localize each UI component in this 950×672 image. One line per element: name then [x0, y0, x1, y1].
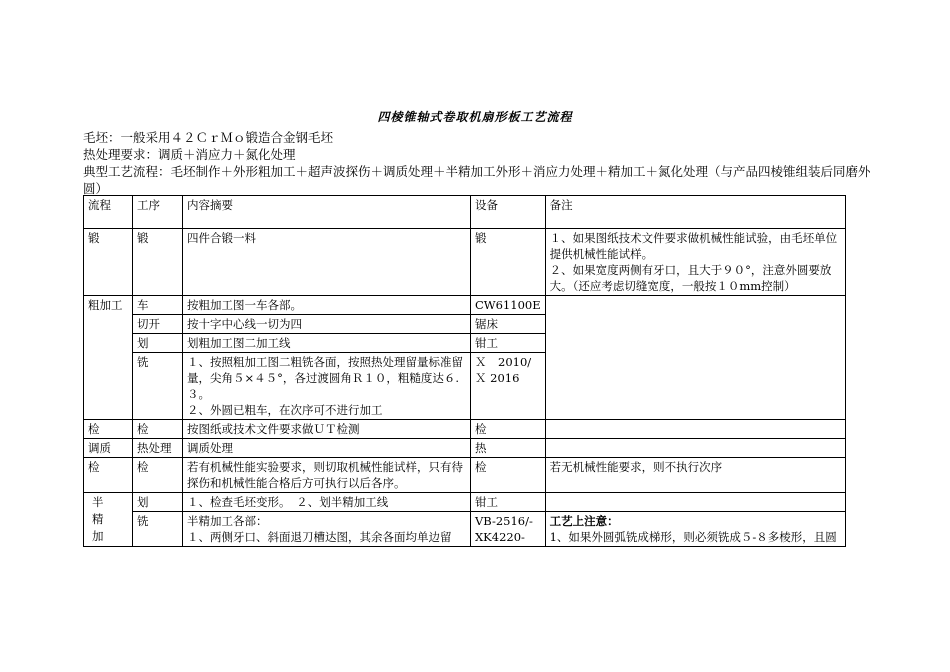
equipment-cell: 钳工	[471, 334, 546, 353]
content-cell	[183, 353, 471, 420]
blank-material-line: 毛坯：一般采用４２ＣｒＭｏ锻造合金钢毛坯	[83, 130, 334, 145]
step-cell: 车	[133, 296, 183, 315]
flow-cell: 检	[84, 420, 133, 439]
step-cell: 检	[133, 458, 183, 493]
header-cell: 工序	[133, 196, 183, 229]
typical-flow-line: 典型工艺流程：毛坯制作＋外形粗加工＋超声波探伤＋调质处理＋半精加工外形＋消应力处理＋精加工＋氮化处理（与产品四棱锥组装后同磨外圆）	[83, 164, 871, 196]
step-cell: 切开	[133, 315, 183, 334]
table-row	[84, 296, 846, 315]
note-line: ２、如果宽度两侧有牙口，且大于９０°，注意外圆要放大。（还应考虑切缝宽度，一般按１０mm控制）	[549, 263, 832, 293]
table-row	[84, 420, 846, 439]
document-title: 四棱锥轴式卷取机扇形板工艺流程	[377, 110, 573, 124]
note-line: １、如果图纸技术文件要求做机械性能试验，由毛坯单位提供机械性能试样。	[549, 231, 838, 261]
flow-char: 半	[92, 495, 104, 509]
content-cell: 按粗加工图一车各部。	[183, 296, 471, 315]
flow-char: 加	[92, 529, 104, 543]
content-cell	[183, 512, 471, 547]
equipment-cell: 锯床	[471, 315, 546, 334]
table-row	[84, 458, 846, 493]
flow-cell: 调质	[84, 439, 133, 458]
step-cell: 铣	[133, 353, 183, 420]
content-line: １、按照粗加工图二粗铣各面，按照热处理留量标准留量，尖角５×４５°，各过渡圆角Ｒ１０，粗糙度达６.３。	[187, 355, 463, 401]
equipment-cell: CW61100E	[471, 296, 546, 315]
header-cell: 备注	[545, 196, 845, 229]
flow-cell: 锻	[84, 229, 133, 296]
step-cell: 划	[133, 493, 183, 512]
content-line: ２、外圆已粗车，在次序可不进行加工	[187, 403, 383, 417]
step-cell: 检	[133, 420, 183, 439]
equipment-line: VB-2516/-	[475, 514, 533, 528]
flow-cell	[84, 493, 133, 547]
content-cell: 若有机械性能实验要求，则切取机械性能试样，只有待探伤和机械性能合格后方可执行以后各序。	[183, 458, 471, 493]
step-cell: 锻	[133, 229, 183, 296]
heat-treatment-line: 热处理要求：调质＋消应力＋氮化处理	[83, 147, 296, 162]
equipment-line: XK4220-	[475, 530, 525, 544]
process-table	[83, 195, 846, 547]
header-cell: 设备	[471, 196, 546, 229]
equipment-cell: 检	[471, 420, 546, 439]
note-cell	[545, 420, 845, 439]
flow-char: 精	[92, 512, 104, 526]
note-title: 工艺上注意：	[549, 514, 619, 528]
content-cell: 按图纸或技术文件要求做ＵＴ检测	[183, 420, 471, 439]
note-line: 1、如果外圆弧铣成梯形，则必须铣成５-８多棱形，且圆	[549, 530, 837, 544]
equipment-cell: 锻	[471, 229, 546, 296]
flow-cell: 检	[84, 458, 133, 493]
equipment-cell: 钳工	[471, 493, 546, 512]
note-cell	[545, 296, 845, 420]
process-summary	[83, 129, 883, 197]
step-cell: 划	[133, 334, 183, 353]
content-cell: 按十字中心线一切为四	[183, 315, 471, 334]
content-line: １、两侧牙口、斜面退刀槽达图，其余各面均单边留	[187, 530, 452, 544]
flow-cell: 粗加工	[84, 296, 133, 420]
table-row	[84, 512, 846, 547]
note-cell: 若无机械性能要求，则不执行次序	[545, 458, 845, 493]
header-cell: 内容摘要	[183, 196, 471, 229]
header-cell: 流程	[84, 196, 133, 229]
content-line: 半精加工各部：	[187, 514, 268, 528]
step-cell: 铣	[133, 512, 183, 547]
step-cell: 热处理	[133, 439, 183, 458]
table-header-row	[84, 196, 846, 229]
equipment-cell: Ｘ 2010/ Ｘ 2016	[471, 353, 546, 420]
equipment-cell: 检	[471, 458, 546, 493]
table-row	[84, 439, 846, 458]
table-row	[84, 229, 846, 296]
equipment-cell	[471, 512, 546, 547]
content-cell: 四件合锻一料	[183, 229, 471, 296]
note-cell	[545, 439, 845, 458]
content-cell: 划粗加工图二加工线	[183, 334, 471, 353]
content-cell: 调质处理	[183, 439, 471, 458]
note-cell	[545, 512, 845, 547]
equipment-cell: 热	[471, 439, 546, 458]
note-cell	[545, 493, 845, 512]
note-cell	[545, 229, 845, 296]
content-cell: １、检查毛坯变形。 ２、划半精加工线	[183, 493, 471, 512]
table-row	[84, 493, 846, 512]
